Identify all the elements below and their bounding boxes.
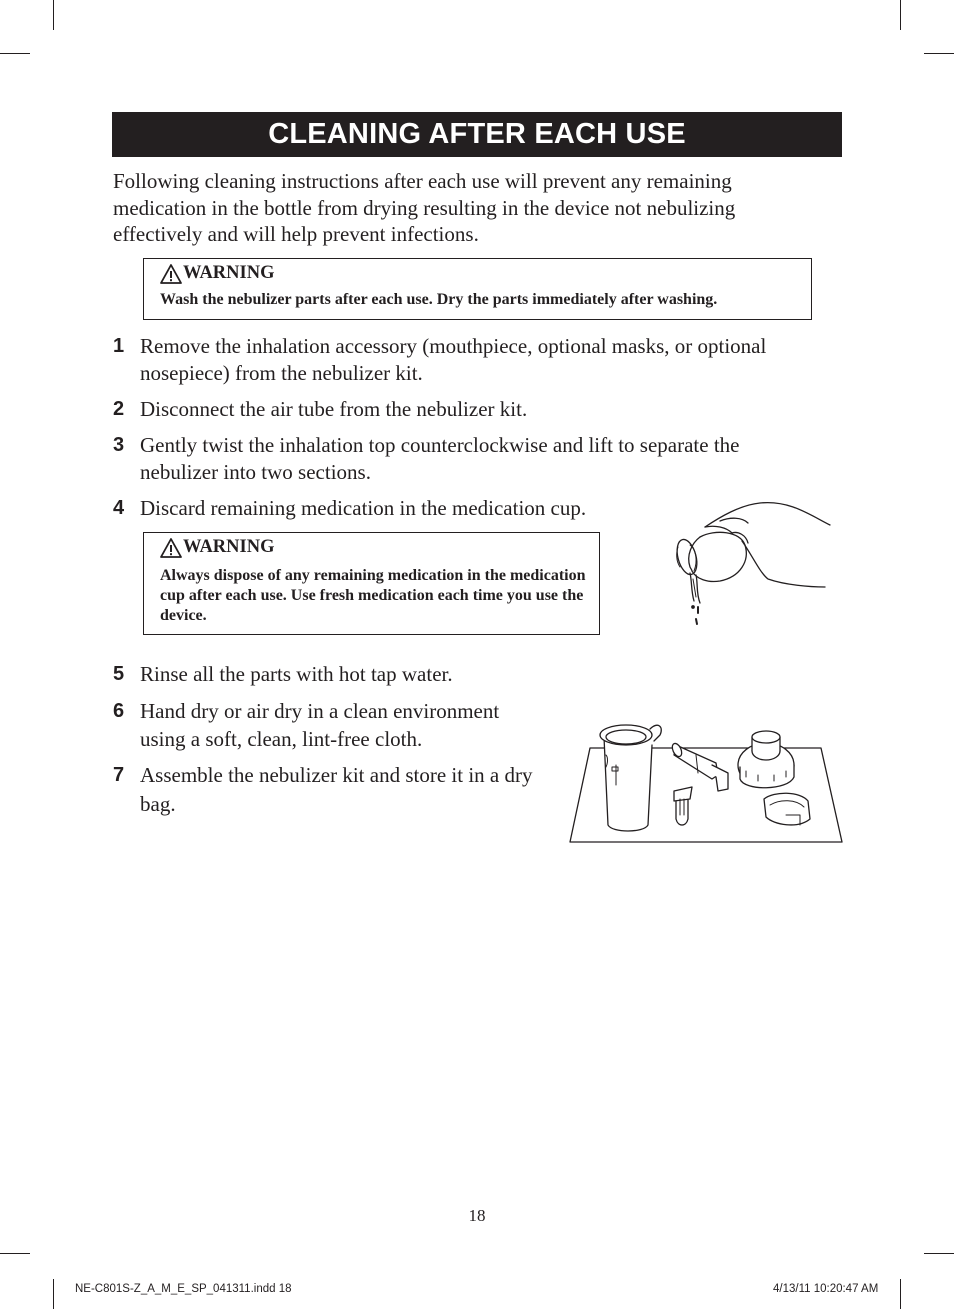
step-5 (113, 661, 553, 688)
warning-box-2 (143, 532, 600, 635)
warning-triangle-icon (160, 264, 182, 284)
warning-text: Wash the nebulizer parts after each use. Dry the parts immediately after washing. (160, 291, 718, 308)
step-6 (113, 697, 533, 753)
step-7 (113, 761, 558, 819)
crop-mark (0, 53, 30, 54)
step-number: 2 (113, 398, 125, 420)
pouring-medication-illustration (660, 495, 840, 630)
footer-file-slug: NE-C801S-Z_A_M_E_SP_041311.indd 18 (75, 1283, 292, 1295)
step-text: Assemble the nebulizer kit and store it in a dry bag. (140, 763, 533, 816)
crop-mark (0, 1253, 30, 1254)
warning-triangle-icon (160, 538, 182, 558)
crop-mark (924, 1253, 954, 1254)
crop-mark (924, 53, 954, 54)
step-number: 7 (113, 764, 125, 786)
step-text: Disconnect the air tube from the nebulizer kit. (140, 397, 528, 421)
warning-box-1 (143, 258, 812, 320)
section-title: CLEANING AFTER EACH USE (112, 112, 842, 157)
parts-drying-illustration (568, 715, 844, 845)
step-4 (113, 495, 673, 522)
step-number: 4 (113, 497, 125, 519)
step-number: 6 (113, 700, 125, 722)
step-text: Hand dry or air dry in a clean environment using a soft, clean, lint-free cloth. (140, 699, 500, 751)
warning-label: WARNING (183, 263, 275, 283)
step-text: Rinse all the parts with hot tap water. (140, 662, 453, 686)
page-number: 18 (468, 1206, 486, 1225)
footer-timestamp: 4/13/11 10:20:47 AM (773, 1283, 879, 1295)
warning-text: Always dispose of any remaining medication in the medication cup after each use. Use fresh medication each time you use the device. (160, 567, 586, 624)
step-3 (113, 432, 813, 486)
step-2 (113, 396, 813, 423)
intro-paragraph: Following cleaning instructions after each use will prevent any remaining medication in the bottle from drying resulting in the device not nebulizing effectively and will help prevent infections. (113, 169, 736, 246)
warning-heading (160, 263, 811, 284)
warning-heading (160, 537, 589, 558)
step-number: 5 (113, 663, 125, 685)
step-1 (113, 333, 813, 387)
crop-mark (53, 0, 54, 30)
step-text: Gently twist the inhalation top counterclockwise and lift to separate the nebulizer into two sections. (140, 433, 740, 484)
crop-mark (53, 1279, 54, 1309)
step-number: 1 (113, 335, 125, 357)
crop-mark (900, 0, 901, 30)
warning-label: WARNING (183, 537, 275, 557)
step-text: Discard remaining medication in the medication cup. (140, 496, 587, 520)
crop-mark (900, 1279, 901, 1309)
step-number: 3 (113, 434, 125, 456)
step-text: Remove the inhalation accessory (mouthpiece, optional masks, or optional nosepiece) from the nebulizer kit. (140, 334, 767, 385)
